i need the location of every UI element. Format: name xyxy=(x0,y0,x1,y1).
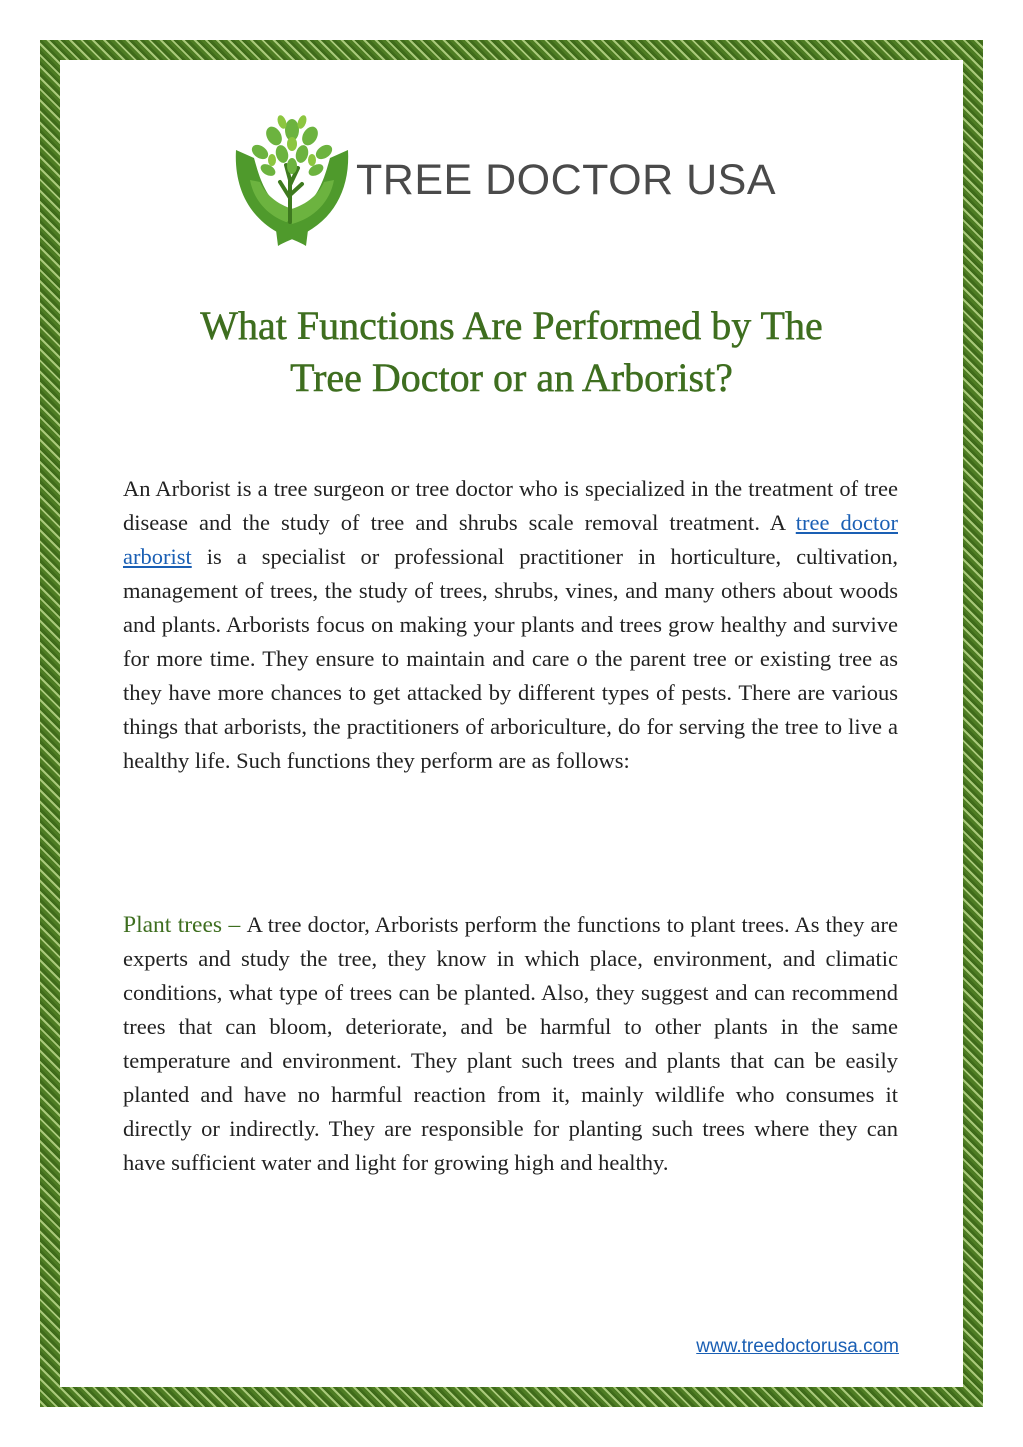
title-line-1: What Functions Are Performed by The xyxy=(200,303,823,348)
intro-text-after-link: is a specialist or professional practitioner in horticulture, cultivation, management of trees, the study of trees, shrubs, vines, and many others about woods and plants. Arborists focus on making your plants and trees grow healthy and survive for more time. They ensure to maintain and care o the parent tree or existing tree as they have more chances to get attacked by different types of pests. There are various things that arborists, the practitioners of arboriculture, do for serving the tree to live a healthy life. Such functions they perform are as follows: xyxy=(123,544,898,773)
intro-text-before-link: An Arborist is a tree surgeon or tree doctor who is specialized in the treatment of tree disease and the study of tree and shrubs scale removal treatment. A xyxy=(123,476,898,535)
brand-name: TREE DOCTOR USA xyxy=(356,156,777,204)
footer-website-link[interactable]: www.treedoctorusa.com xyxy=(696,1336,899,1357)
intro-paragraph xyxy=(123,472,898,778)
plant-trees-body: A tree doctor, Arborists perform the functions to plant trees. As they are experts and study the tree, they know in which place, environment, and climatic conditions, what type of trees can be planted. Also, they suggest and can recommend trees that can bloom, deteriorate, and be harmful to other plants in the same temperature and environment. They plant such trees and plants that can be easily planted and have no harmful reaction from it, mainly wildlife who consumes it directly or indirectly. They are responsible for planting such trees where they can have sufficient water and light for growing high and healthy. xyxy=(123,912,899,1175)
page-title xyxy=(100,300,923,404)
plant-trees-heading: Plant trees – xyxy=(123,912,247,938)
tree-doctor-arborist-link[interactable]: tree doctor arborist xyxy=(123,510,898,569)
title-line-2: Tree Doctor or an Arborist? xyxy=(290,355,733,400)
plant-trees-paragraph xyxy=(123,908,898,1180)
